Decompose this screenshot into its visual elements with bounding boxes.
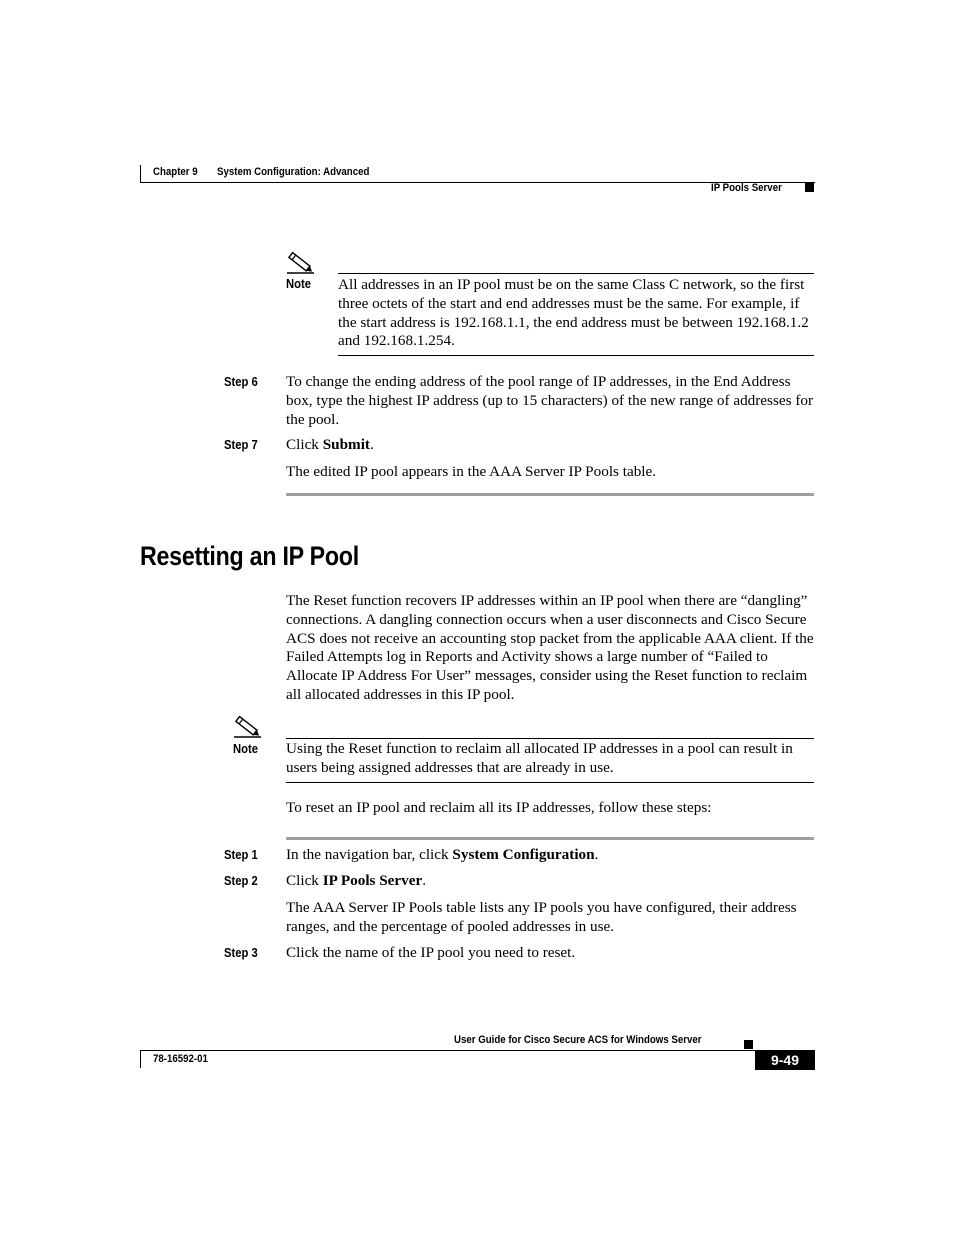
footer-doc-number: 78-16592-01 bbox=[153, 1053, 208, 1065]
step-text: Click the name of the IP pool you need to reset. bbox=[286, 944, 576, 961]
header-chapter-title: System Configuration: Advanced bbox=[217, 166, 370, 178]
ui-term-ip-pools-server: IP Pools Server bbox=[322, 872, 423, 889]
step-label: Step 2 bbox=[224, 874, 258, 888]
step-label: Step 6 bbox=[224, 375, 258, 389]
header-marker-block bbox=[805, 183, 814, 192]
step-text-suffix: . bbox=[369, 436, 374, 453]
step-text-prefix: Click bbox=[286, 872, 323, 889]
procedure-start-rule bbox=[286, 837, 814, 840]
step-text-suffix: . bbox=[422, 872, 427, 889]
step-label: Step 1 bbox=[224, 848, 258, 862]
pencil-note-icon bbox=[233, 715, 263, 739]
header-left-rule bbox=[140, 165, 141, 183]
note-text: All addresses in an IP pool must be on the same Class C network, so the first three octets of the start and end addresses must be the same. For example, if the start address is 192.168.1.1, the end address must be between 192.168.1.2 and 192.168.1.254. bbox=[338, 276, 809, 350]
procedure-intro: To reset an IP pool and reclaim all its IP addresses, follow these steps: bbox=[286, 799, 712, 816]
note-top-rule bbox=[338, 273, 814, 274]
ui-term-system-configuration: System Configuration bbox=[452, 846, 595, 863]
step-text-suffix: . bbox=[594, 846, 599, 863]
section-intro: The Reset function recovers IP addresses within an IP pool when there are “dangling” connections. A dangling connection occurs when a user disconnects and Cisco Secure ACS does not receive an accounting stop packet from the applicable AAA client. If the Failed Attempts log in Reports and Activity shows a large number of “Failed to Allocate IP Address For User” messages, consider using the Reset function to reclaim all allocated addresses in this IP pool. bbox=[286, 592, 814, 703]
step-text bbox=[286, 872, 814, 891]
note-text: Using the Reset function to reclaim all allocated IP addresses in a pool can result in users being assigned addresses that are already in use. bbox=[286, 740, 793, 776]
footer-marker-block bbox=[744, 1040, 753, 1049]
step-label: Step 7 bbox=[224, 438, 258, 452]
footer-guide-title: User Guide for Cisco Secure ACS for Windows Server bbox=[454, 1034, 702, 1046]
step-result: The edited IP pool appears in the AAA Server IP Pools table. bbox=[286, 463, 657, 480]
step-text-prefix: In the navigation bar, click bbox=[286, 846, 453, 863]
ui-term-submit: Submit bbox=[322, 436, 370, 453]
pencil-note-icon bbox=[286, 251, 316, 275]
page-number: 9-49 bbox=[770, 1052, 800, 1068]
procedure-end-rule bbox=[286, 493, 814, 496]
footer-left-rule bbox=[140, 1050, 141, 1068]
step-result: The AAA Server IP Pools table lists any IP pools you have configured, their address ranges, and the percentage of pooled addresses in use. bbox=[286, 899, 797, 935]
footer-rule bbox=[140, 1050, 815, 1051]
step-label: Step 3 bbox=[224, 946, 258, 960]
step-text bbox=[286, 846, 814, 865]
note-label: Note bbox=[286, 277, 312, 291]
header-section: IP Pools Server bbox=[711, 182, 782, 194]
note-bottom-rule bbox=[286, 782, 814, 783]
header-chapter: Chapter 9 bbox=[153, 166, 198, 178]
note-label: Note bbox=[233, 742, 259, 756]
note-bottom-rule bbox=[338, 355, 814, 356]
step-text-prefix: Click bbox=[286, 436, 323, 453]
note-top-rule bbox=[286, 738, 814, 739]
section-title: Resetting an IP Pool bbox=[140, 541, 359, 571]
step-text: To change the ending address of the pool range of IP addresses, in the End Address box, type the highest IP address (up to 15 characters) of the new range of addresses for the pool. bbox=[286, 373, 814, 428]
step-text bbox=[286, 436, 814, 455]
